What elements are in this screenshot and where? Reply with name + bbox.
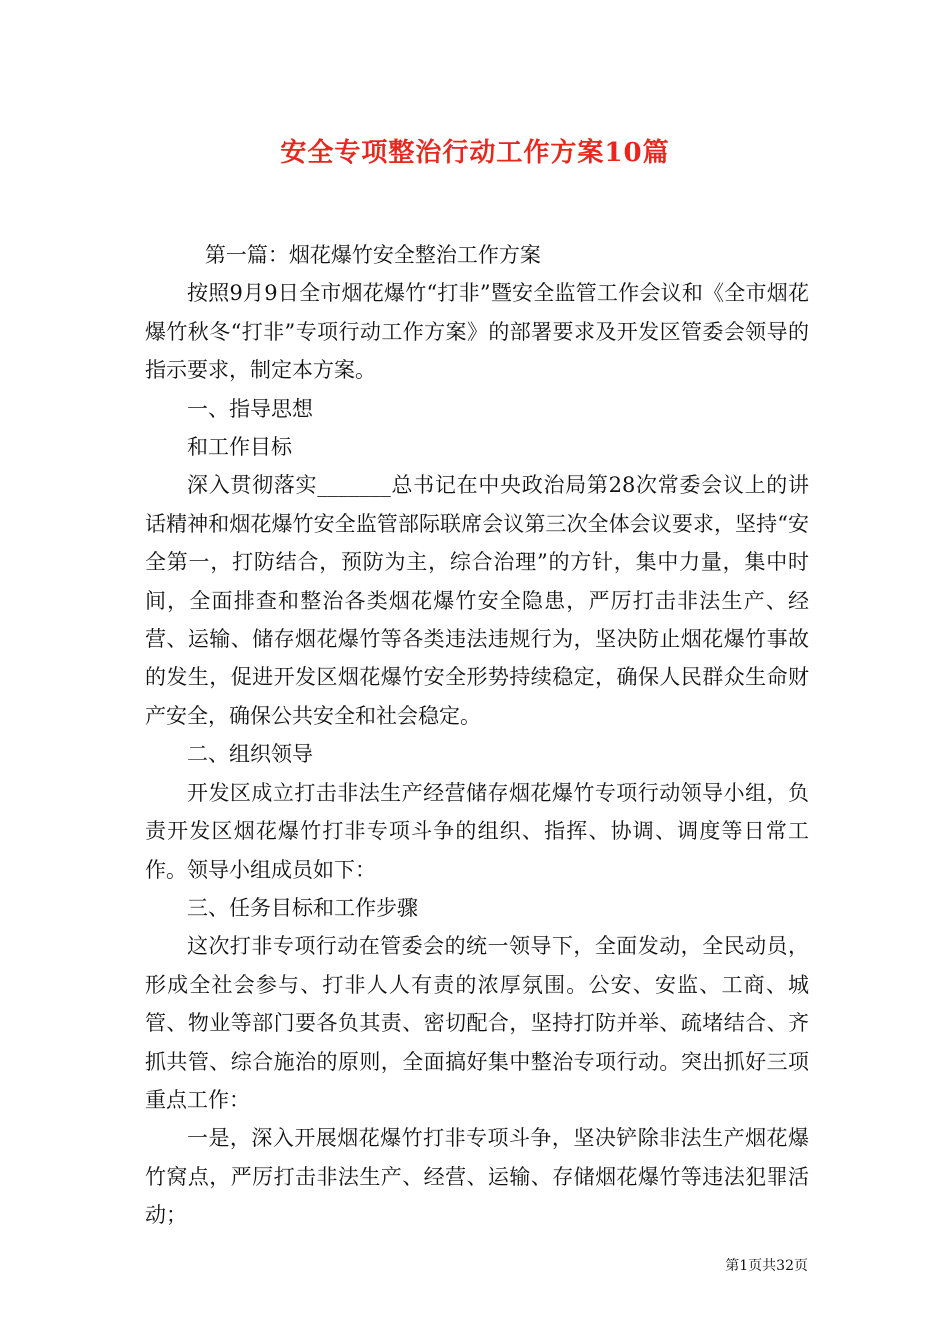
paragraph-campaign: 这次打非专项行动在管委会的统一领导下，全面发动，全民动员，形成全社会参与、打非人人有责的浓厚氛围。公安、安监、工商、城管、物业等部门要各负其责、密切配合，坚持打防并举、疏堵结合、齐抓共管、综合施治的原则，全面搞好集中整治专项行动。突出抓好三项重点工作： xyxy=(145,934,809,1112)
section-heading: 第一篇：烟花爆竹安全整治工作方案 xyxy=(204,243,541,267)
paragraph-implementation: 深入贯彻落实_______总书记在中央政治局第28次常委会议上的讲话精神和烟花爆竹安全监管部际联席会议第三次全体会议要求，坚持“安全第一，打防结合，预防为主，综合治理”的方针，集中力量，集中时间，全面排查和整治各类烟花爆竹安全隐患，严厉打击非法生产、经营、运输、储存烟花爆竹等各类违法违规行为，坚决防止烟花爆竹事故的发生，促进开发区烟花爆竹安全形势持续稳定，确保人民群众生命财产安全，确保公共安全和社会稳定。 xyxy=(145,473,809,728)
paragraph-first-task: 一是，深入开展烟花爆竹打非专项斗争，坚决铲除非法生产烟花爆竹窝点，严厉打击非法生产、经营、运输、存储烟花爆竹等违法犯罪活动； xyxy=(145,1126,809,1228)
paragraph-leadership-group: 开发区成立打击非法生产经营储存烟花爆竹专项行动领导小组，负责开发区烟花爆竹打非专项斗争的组织、指挥、协调、调度等日常工作。领导小组成员如下： xyxy=(145,780,809,882)
heading-guiding-ideology: 一、指导思想 xyxy=(187,396,313,421)
paragraph-intro: 按照9月9日全市烟花爆竹“打非”暨安全监管工作会议和《全市烟花爆竹秋冬“打非”专项行动工作方案》的部署要求及开发区管委会领导的指示要求，制定本方案。 xyxy=(145,281,809,383)
page-number: 第1页共32页 xyxy=(725,1258,808,1274)
document-title: 安全专项整治行动工作方案10篇 xyxy=(280,138,670,168)
heading-tasks-steps: 三、任务目标和工作步骤 xyxy=(187,895,418,920)
heading-organization: 二、组织领导 xyxy=(187,742,313,767)
heading-work-goals: 和工作目标 xyxy=(187,435,292,460)
document-body xyxy=(145,236,809,1235)
